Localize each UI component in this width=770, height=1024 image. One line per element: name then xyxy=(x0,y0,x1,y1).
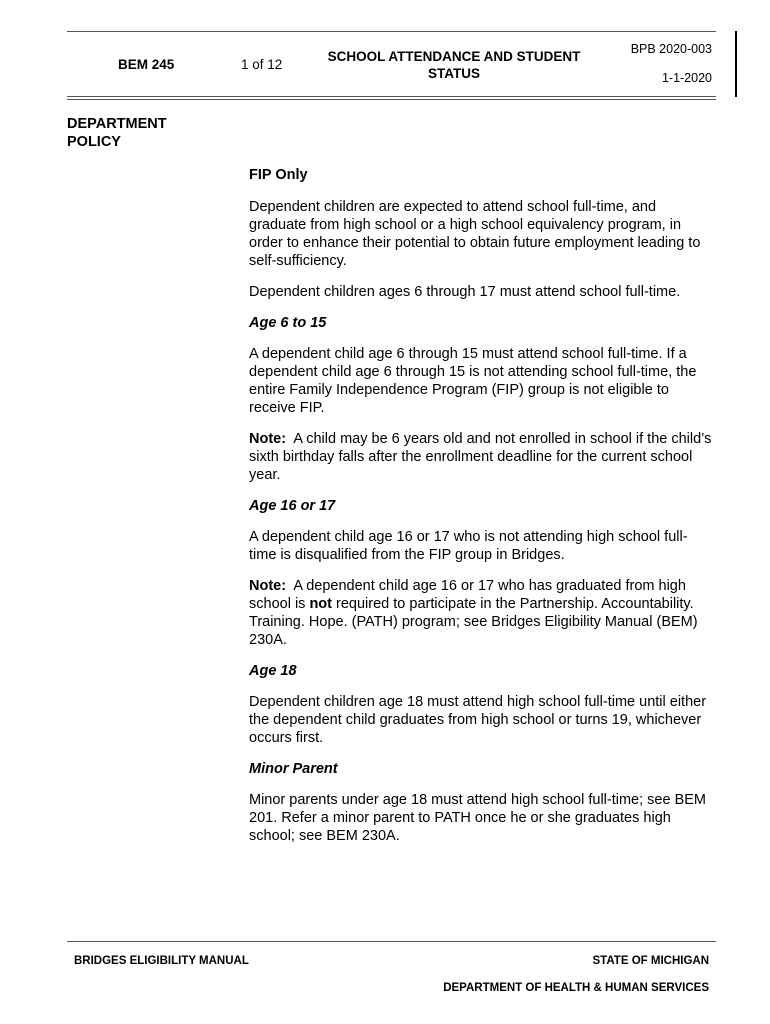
header-bottom-rule xyxy=(67,96,716,100)
minor-parent-paragraph: Minor parents under age 18 must attend high school full-time; see BEM 201. Refer a minor parent to PATH once he or she graduates high school; see BEM 230A. xyxy=(249,792,706,844)
header-revision-bar xyxy=(735,31,737,97)
note-text-post: required to participate in the Partnership. Accountability. Training. Hope. (PATH) program; see Bridges Eligibility Manual (BEM) 230A. xyxy=(249,596,698,648)
age-6-15-note xyxy=(249,430,714,484)
footer-manual-name: BRIDGES ELIGIBILITY MANUAL xyxy=(74,955,249,967)
page-number: 1 of 12 xyxy=(241,57,283,72)
footer-state: STATE OF MICHIGAN xyxy=(592,955,709,967)
note-text-pre: A dependent child age 16 or 17 who has graduated from high school is xyxy=(249,578,686,612)
age-16-17-heading: Age 16 or 17 xyxy=(249,498,336,514)
note-emphasis: not xyxy=(309,596,332,612)
intro-paragraph-1: Dependent children are expected to attend school full-time, and graduate from high school or a high school equivalency program, in order to enhance their potential to obtain future employment leading to self-sufficiency. xyxy=(249,199,701,269)
page-title: SCHOOL ATTENDANCE AND STUDENT STATUS xyxy=(327,49,581,81)
age-6-15-paragraph: A dependent child age 6 through 15 must attend school full-time. If a dependent child age 6 through 15 is not attending school full-time, the entire Family Independence Program (FIP) group is not eligible to receive FIP. xyxy=(249,346,697,416)
effective-date: 1-1-2020 xyxy=(661,71,712,85)
age-16-17-paragraph: A dependent child age 16 or 17 who is not attending high school full-time is disqualified from the FIP group in Bridges. xyxy=(249,529,688,563)
policy-content xyxy=(249,166,714,858)
footer-department: DEPARTMENT OF HEALTH & HUMAN SERVICES xyxy=(443,982,709,994)
age-16-17-note xyxy=(249,577,714,649)
section-heading: DEPARTMENT POLICY xyxy=(67,116,167,150)
note-label: Note: xyxy=(249,578,287,594)
intro-paragraph-2: Dependent children ages 6 through 17 must attend school full-time. xyxy=(249,284,681,300)
fip-heading: FIP Only xyxy=(249,167,308,183)
minor-parent-heading: Minor Parent xyxy=(249,761,338,777)
header-top-rule xyxy=(67,31,716,32)
note-label: Note: xyxy=(249,431,287,447)
bulletin-number: BPB 2020-003 xyxy=(630,42,712,56)
footer-rule xyxy=(67,941,716,942)
age-18-heading: Age 18 xyxy=(249,663,297,679)
manual-id: BEM 245 xyxy=(118,57,175,72)
age-6-15-heading: Age 6 to 15 xyxy=(249,315,327,331)
note-text: A child may be 6 years old and not enrolled in school if the child’s sixth birthday falls after the enrollment deadline for the current school year. xyxy=(249,431,712,483)
age-18-paragraph: Dependent children age 18 must attend high school full-time until either the dependent child graduates from high school or turns 19, whichever occurs first. xyxy=(249,694,707,746)
